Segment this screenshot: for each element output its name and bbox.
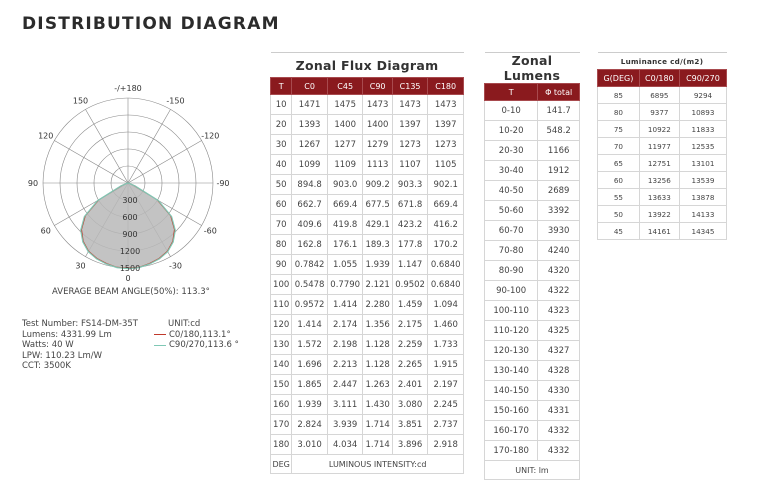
- table-cell: 110: [271, 295, 292, 315]
- table-cell: 1099: [292, 155, 328, 175]
- table-cell: 1471: [292, 95, 328, 115]
- table-row: [271, 355, 464, 375]
- table-cell: 0.6840: [428, 255, 464, 275]
- table-cell: 170-180: [485, 441, 538, 461]
- table-cell: 162.8: [292, 235, 328, 255]
- table-cell: 1.459: [392, 295, 428, 315]
- table-row: [598, 104, 727, 121]
- table-cell: 1400: [363, 115, 392, 135]
- table-cell: 130-140: [485, 361, 538, 381]
- table-header-row: [271, 78, 464, 95]
- table-cell: 177.8: [392, 235, 428, 255]
- table-cell: 12535: [679, 138, 726, 155]
- table-cell: 150-160: [485, 401, 538, 421]
- table-cell: 2.824: [292, 415, 328, 435]
- table-cell: 170: [271, 415, 292, 435]
- legend-label-c0: C0/180,113.1°: [169, 329, 231, 340]
- table-cell: 160: [271, 395, 292, 415]
- table-row: [598, 172, 727, 189]
- table-cell: 3.080: [392, 395, 428, 415]
- table-row: [485, 141, 580, 161]
- table-row: [271, 155, 464, 175]
- table-row: [598, 155, 727, 172]
- table-header-row: [485, 84, 580, 101]
- table-row: [485, 361, 580, 381]
- column-header: C180: [428, 78, 464, 95]
- table-cell: 13922: [639, 206, 679, 223]
- table-cell: 141.7: [538, 101, 580, 121]
- table-cell: 1912: [538, 161, 580, 181]
- column-header: C90/270: [679, 70, 726, 87]
- spec-block: [22, 319, 138, 372]
- table-cell: 1273: [392, 135, 428, 155]
- table-cell: 2.197: [428, 375, 464, 395]
- table-cell: 100-110: [485, 301, 538, 321]
- table-cell: 100: [271, 275, 292, 295]
- table-row: [485, 381, 580, 401]
- table-cell: 13633: [639, 189, 679, 206]
- legend-swatch-c90: [154, 345, 166, 346]
- table-row: [485, 101, 580, 121]
- angle-label: 120: [38, 131, 54, 141]
- table-cell: 1397: [428, 115, 464, 135]
- table-cell: 1.263: [363, 375, 392, 395]
- table-cell: 1.094: [428, 295, 464, 315]
- angle-label: -/+180: [114, 84, 142, 93]
- table-cell: 50: [598, 206, 640, 223]
- table-cell: 70: [598, 138, 640, 155]
- table-cell: 1105: [428, 155, 464, 175]
- table-cell: 2.259: [392, 335, 428, 355]
- table-row: [485, 341, 580, 361]
- table-cell: 409.6: [292, 215, 328, 235]
- table-cell: 4332: [538, 441, 580, 461]
- table-cell: 3930: [538, 221, 580, 241]
- table-row: [485, 441, 580, 461]
- table-cell: 1.128: [363, 335, 392, 355]
- table-cell: 13878: [679, 189, 726, 206]
- table-row: [485, 281, 580, 301]
- table-row: [271, 175, 464, 195]
- table-row: [271, 435, 464, 455]
- table-cell: 2.174: [327, 315, 363, 335]
- table-title-row: [485, 53, 580, 84]
- table-cell: 2689: [538, 181, 580, 201]
- table-cell: 14133: [679, 206, 726, 223]
- table-cell: 9377: [639, 104, 679, 121]
- table-cell: 2.175: [392, 315, 428, 335]
- table-cell: 1113: [363, 155, 392, 175]
- table-cell: 60: [271, 195, 292, 215]
- table-cell: 2.213: [327, 355, 363, 375]
- table-footer: LUMINOUS INTENSITY:cd: [292, 455, 464, 474]
- table-title: Zonal Lumens: [485, 53, 580, 84]
- ring-label: 1500: [119, 264, 141, 273]
- table-cell: 1.915: [428, 355, 464, 375]
- table-cell: 902.1: [428, 175, 464, 195]
- table-cell: 4320: [538, 261, 580, 281]
- table-cell: 140-150: [485, 381, 538, 401]
- table-header-row: [598, 70, 727, 87]
- beam-angle-text: AVERAGE BEAM ANGLE(50%): 113.3°: [52, 287, 210, 297]
- table-footer-row: [485, 461, 580, 480]
- table-row: [271, 415, 464, 435]
- watts-value: Watts: 40 W: [22, 340, 74, 350]
- column-header: G(DEG): [598, 70, 640, 87]
- table-cell: 669.4: [428, 195, 464, 215]
- table-title-row: [598, 53, 727, 70]
- table-row: [271, 275, 464, 295]
- table-cell: 677.5: [363, 195, 392, 215]
- column-header: C90: [363, 78, 392, 95]
- test-number: Test Number: FS14-DM-35T: [22, 319, 138, 329]
- table-cell: 3.010: [292, 435, 328, 455]
- legend-item-c90: [154, 340, 239, 351]
- table-cell: 1393: [292, 115, 328, 135]
- table-cell: 4328: [538, 361, 580, 381]
- table-cell: 70-80: [485, 241, 538, 261]
- table-cell: 1.696: [292, 355, 328, 375]
- table-cell: 662.7: [292, 195, 328, 215]
- table-cell: 4325: [538, 321, 580, 341]
- polar-distribution-chart: [20, 82, 236, 282]
- table-cell: 11977: [639, 138, 679, 155]
- table-cell: 2.447: [327, 375, 363, 395]
- table-cell: 4322: [538, 281, 580, 301]
- angle-label: -90: [216, 179, 230, 188]
- table-cell: 1.714: [363, 435, 392, 455]
- table-footer-row: [271, 455, 464, 474]
- luminance-table: [597, 52, 727, 240]
- table-cell: 4240: [538, 241, 580, 261]
- table-row: [485, 121, 580, 141]
- table-footer: DEG: [271, 455, 292, 474]
- table-cell: 60: [598, 172, 640, 189]
- polar-spoke: [86, 109, 129, 183]
- table-row: [485, 301, 580, 321]
- table-cell: 20: [271, 115, 292, 135]
- table-cell: 3.111: [327, 395, 363, 415]
- table-row: [485, 321, 580, 341]
- table-row: [271, 375, 464, 395]
- table-cell: 1.147: [392, 255, 428, 275]
- table-cell: 65: [598, 155, 640, 172]
- table-row: [485, 401, 580, 421]
- table-cell: 1.460: [428, 315, 464, 335]
- table-cell: 13539: [679, 172, 726, 189]
- table-cell: 0.5478: [292, 275, 328, 295]
- table-cell: 45: [598, 223, 640, 240]
- table-cell: 2.401: [392, 375, 428, 395]
- ring-label: 600: [122, 213, 138, 222]
- table-cell: 180: [271, 435, 292, 455]
- table-cell: 1.414: [327, 295, 363, 315]
- table-title-row: [271, 53, 464, 78]
- table-cell: 903.3: [392, 175, 428, 195]
- table-cell: 903.0: [327, 175, 363, 195]
- table-cell: 1.430: [363, 395, 392, 415]
- table-cell: 1107: [392, 155, 428, 175]
- table-cell: 2.737: [428, 415, 464, 435]
- table-row: [598, 223, 727, 240]
- table-cell: 55: [598, 189, 640, 206]
- table-cell: 13101: [679, 155, 726, 172]
- table-cell: 20-30: [485, 141, 538, 161]
- table-cell: 4330: [538, 381, 580, 401]
- angle-label: -60: [203, 226, 217, 236]
- legend-unit: UNIT:cd: [168, 319, 201, 329]
- table-row: [271, 295, 464, 315]
- table-cell: 3.939: [327, 415, 363, 435]
- table-cell: 669.4: [327, 195, 363, 215]
- table-cell: 1473: [392, 95, 428, 115]
- table-row: [485, 181, 580, 201]
- table-cell: 1.572: [292, 335, 328, 355]
- table-cell: 1166: [538, 141, 580, 161]
- ring-label: 300: [122, 196, 138, 205]
- table-cell: 1.714: [363, 415, 392, 435]
- table-row: [485, 201, 580, 221]
- table-cell: 1397: [392, 115, 428, 135]
- table-cell: 2.265: [392, 355, 428, 375]
- table-cell: 4323: [538, 301, 580, 321]
- table-footer: UNIT: lm: [485, 461, 580, 480]
- table-cell: 4327: [538, 341, 580, 361]
- table-row: [271, 195, 464, 215]
- column-header: C0: [292, 78, 328, 95]
- column-header: T: [485, 84, 538, 101]
- table-cell: 1279: [363, 135, 392, 155]
- table-cell: 75: [598, 121, 640, 138]
- table-row: [271, 255, 464, 275]
- column-header: T: [271, 78, 292, 95]
- column-header: Φ total: [538, 84, 580, 101]
- legend-swatch-c0: [154, 334, 166, 335]
- table-cell: 30: [271, 135, 292, 155]
- legend-label-c90: C90/270,113.6 °: [169, 340, 239, 350]
- table-cell: 1.733: [428, 335, 464, 355]
- angle-label: 60: [40, 226, 51, 236]
- table-title: Zonal Flux Diagram: [271, 53, 464, 78]
- table-row: [271, 215, 464, 235]
- table-cell: 4331: [538, 401, 580, 421]
- table-cell: 40-50: [485, 181, 538, 201]
- table-cell: 130: [271, 335, 292, 355]
- table-cell: 189.3: [363, 235, 392, 255]
- table-row: [598, 138, 727, 155]
- table-cell: 150: [271, 375, 292, 395]
- table-row: [598, 206, 727, 223]
- table-cell: 1.939: [363, 255, 392, 275]
- table-cell: 85: [598, 87, 640, 104]
- table-row: [271, 135, 464, 155]
- table-row: [271, 95, 464, 115]
- table-row: [485, 241, 580, 261]
- legend-item-c0: [154, 330, 239, 341]
- table-cell: 1400: [327, 115, 363, 135]
- table-row: [485, 261, 580, 281]
- table-cell: 2.245: [428, 395, 464, 415]
- table-cell: 2.280: [363, 295, 392, 315]
- angle-label: 90: [27, 179, 39, 188]
- angle-label: 150: [72, 96, 89, 106]
- ring-label: 900: [122, 230, 138, 239]
- table-cell: 1475: [327, 95, 363, 115]
- table-row: [271, 395, 464, 415]
- column-header: C45: [327, 78, 363, 95]
- table-cell: 30-40: [485, 161, 538, 181]
- table-cell: 120: [271, 315, 292, 335]
- angle-label: -30: [168, 261, 183, 271]
- table-cell: 60-70: [485, 221, 538, 241]
- table-cell: 160-170: [485, 421, 538, 441]
- table-cell: 6895: [639, 87, 679, 104]
- table-cell: 909.2: [363, 175, 392, 195]
- table-cell: 40: [271, 155, 292, 175]
- table-cell: 0.7842: [292, 255, 328, 275]
- table-cell: 10: [271, 95, 292, 115]
- chart-legend: [154, 319, 239, 351]
- table-cell: 176.1: [327, 235, 363, 255]
- table-cell: 1473: [363, 95, 392, 115]
- ring-label: 1200: [119, 247, 141, 256]
- table-cell: 14161: [639, 223, 679, 240]
- polar-spoke: [128, 109, 171, 183]
- table-cell: 0.7790: [327, 275, 363, 295]
- polar-spoke: [128, 141, 202, 184]
- table-row: [485, 221, 580, 241]
- lpw-value: LPW: 110.23 Lm/W: [22, 350, 103, 361]
- table-cell: 70: [271, 215, 292, 235]
- table-cell: 1473: [428, 95, 464, 115]
- table-cell: 140: [271, 355, 292, 375]
- table-cell: 423.2: [392, 215, 428, 235]
- cct-value: CCT: 3500K: [22, 361, 71, 371]
- table-cell: 9294: [679, 87, 726, 104]
- table-cell: 0.6840: [428, 275, 464, 295]
- angle-label: -150: [166, 96, 185, 106]
- table-cell: 90-100: [485, 281, 538, 301]
- table-cell: 1.414: [292, 315, 328, 335]
- table-cell: 2.121: [363, 275, 392, 295]
- table-row: [271, 235, 464, 255]
- table-cell: 416.2: [428, 215, 464, 235]
- table-cell: 2.918: [428, 435, 464, 455]
- table-cell: 2.198: [327, 335, 363, 355]
- table-cell: 1.939: [292, 395, 328, 415]
- table-row: [271, 335, 464, 355]
- table-cell: 80-90: [485, 261, 538, 281]
- table-row: [271, 315, 464, 335]
- table-row: [598, 121, 727, 138]
- table-cell: 10-20: [485, 121, 538, 141]
- table-row: [485, 161, 580, 181]
- table-cell: 170.2: [428, 235, 464, 255]
- zonal-lumens-table: [484, 52, 580, 480]
- table-title: Luminance cd/(m2): [598, 53, 727, 70]
- table-cell: 671.8: [392, 195, 428, 215]
- table-cell: 0.9502: [392, 275, 428, 295]
- table-cell: 80: [271, 235, 292, 255]
- table-cell: 419.8: [327, 215, 363, 235]
- table-cell: 90: [271, 255, 292, 275]
- table-cell: 3.851: [392, 415, 428, 435]
- table-cell: 10922: [639, 121, 679, 138]
- table-cell: 110-120: [485, 321, 538, 341]
- table-cell: 1273: [428, 135, 464, 155]
- table-cell: 50-60: [485, 201, 538, 221]
- table-cell: 1109: [327, 155, 363, 175]
- table-cell: 3392: [538, 201, 580, 221]
- angle-label: -120: [201, 131, 220, 141]
- page-title: DISTRIBUTION DIAGRAM: [22, 14, 280, 34]
- table-cell: 4.034: [327, 435, 363, 455]
- table-cell: 1.055: [327, 255, 363, 275]
- column-header: C135: [392, 78, 428, 95]
- table-cell: 11833: [679, 121, 726, 138]
- zonal-flux-table: [270, 52, 464, 474]
- table-cell: 548.2: [538, 121, 580, 141]
- table-row: [598, 87, 727, 104]
- polar-spoke: [54, 141, 128, 184]
- table-cell: 50: [271, 175, 292, 195]
- table-cell: 894.8: [292, 175, 328, 195]
- column-header: C0/180: [639, 70, 679, 87]
- lumens-value: Lumens: 4331.99 Lm: [22, 329, 112, 340]
- table-row: [271, 115, 464, 135]
- angle-label: 30: [75, 261, 86, 271]
- table-cell: 120-130: [485, 341, 538, 361]
- table-row: [598, 189, 727, 206]
- table-cell: 429.1: [363, 215, 392, 235]
- table-cell: 13256: [639, 172, 679, 189]
- table-cell: 1.356: [363, 315, 392, 335]
- table-cell: 0-10: [485, 101, 538, 121]
- angle-label: 0: [125, 274, 131, 282]
- table-cell: 1267: [292, 135, 328, 155]
- table-cell: 10893: [679, 104, 726, 121]
- table-cell: 1.128: [363, 355, 392, 375]
- table-cell: 3.896: [392, 435, 428, 455]
- table-cell: 1.865: [292, 375, 328, 395]
- table-cell: 0.9572: [292, 295, 328, 315]
- table-cell: 4332: [538, 421, 580, 441]
- table-cell: 14345: [679, 223, 726, 240]
- table-cell: 1277: [327, 135, 363, 155]
- table-cell: 12751: [639, 155, 679, 172]
- table-cell: 80: [598, 104, 640, 121]
